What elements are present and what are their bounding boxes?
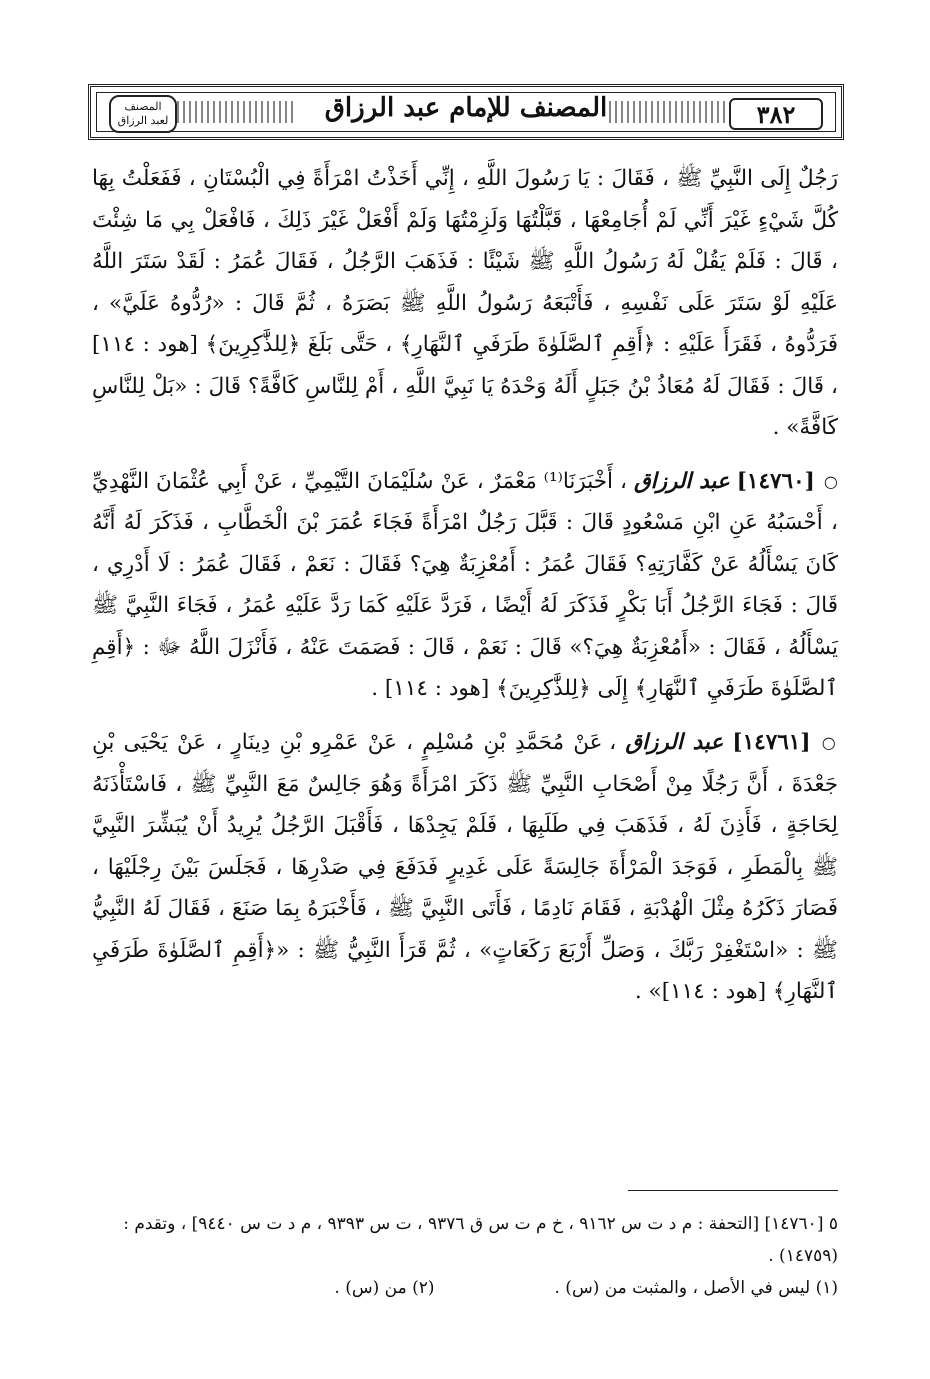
hadith-14760 xyxy=(92,461,838,710)
main-text xyxy=(92,158,838,1013)
hadith-text: أَنَّ رَجُلًا مِنْ أَصْحَابِ النَّبِيِّ ﷺ ذَكَرَ امْرَأَةً وَهُوَ جَالِسٌ مَعَ النَّبِيِّ ﷺ ، فَاسْتَأْذَنَهُ لِحَاجَةٍ ، فَأَذِنَ لَهُ ، فَذَهَبَ فِي طَلَبِهَا ، فَلَمْ يَجِدْهَا ، فَأَقْبَلَ الرَّجُلُ يُرِيدُ أَنْ يُبَشِّرَ النَّبِيَّ ﷺ بِالْمَطَرِ ، فَوَجَدَ الْمَرْأَةَ جَالِسَةً عَلَى غَدِيرٍ فَدَفَعَ فِي صَدْرِهَا ، فَجَلَسَ بَيْنَ رِجْلَيْهَا ، فَصَارَ ذَكَرُهُ مِثْلَ الْهُدْبَةِ ، فَقَامَ نَادِمًا ، فَأَتَى النَّبِيَّ ﷺ ، فَأَخْبَرَهُ بِمَا صَنَعَ ، فَقَالَ لَهُ النَّبِيُّ ﷺ : «اسْتَغْفِرْ رَبَّكَ ، وَصَلِّ أَرْبَعَ رَكَعَاتٍ» ، ثُمَّ قَرَأَ النَّبِيُّ ﷺ : «﴿أَقِمِ ٱلصَّلَوٰةَ طَرَفَيِ ٱلنَّهَارِ﴾ [هود : ١١٤]» . xyxy=(92,771,838,1004)
hadith-number: [١٤٧٦١] xyxy=(732,729,811,755)
isnad-chain: ، عَنْ مُحَمَّدِ بْنِ مُسْلِمٍ ، عَنْ عَمْرِو بْنِ دِينَارٍ ، عَنْ يَحْيَى بْنِ جَعْدَةَ ، xyxy=(92,729,838,797)
page-header xyxy=(88,84,844,140)
isnad-chain: ، أَخْبَرَنَا⁽¹⁾ مَعْمَرٌ ، عَنْ سُلَيْمَانَ التَّيْمِيِّ ، عَنْ أَبِي عُثْمَانَ النَّهْدِيِّ ، xyxy=(92,468,838,536)
narrator-name: عبد الرزاق xyxy=(625,729,724,755)
hadith-number: [١٤٧٦٠] xyxy=(736,468,815,494)
emblem-line-1: المصنف xyxy=(124,100,162,113)
paragraph-continuation: رَجُلٌ إِلَى النَّبِيِّ ﷺ ، فَقَالَ : يَا رَسُولَ اللَّهِ ، إِنِّي أَخَذْتُ امْرَأَةً فِي الْبُسْتَانِ ، فَفَعَلْتُ بِهَا كُلَّ شَيْءٍ غَيْرَ أَنِّي لَمْ أُجَامِعْهَا ، قَبَّلْتُهَا وَلَزِمْتُهَا وَلَمْ أَفْعَلْ غَيْرَ ذَلِكَ ، فَافْعَلْ بِي مَا شِئْتَ ، قَالَ : فَلَمْ يَقُلْ لَهُ رَسُولُ اللَّهِ ﷺ شَيْئًا : فَذَهَبَ الرَّجُلُ ، فَقَالَ عُمَرُ : لَقَدْ سَتَرَ اللَّهُ عَلَيْهِ لَوْ سَتَرَ عَلَى نَفْسِهِ ، فَأَتْبَعَهُ رَسُولُ اللَّهِ ﷺ بَصَرَهُ ، ثُمَّ قَالَ : «رُدُّوهُ عَلَيَّ» ، فَرَدُّوهُ ، فَقَرَأَ عَلَيْهِ : ﴿أَقِمِ ٱلصَّلَوٰةَ طَرَفَيِ ٱلنَّهَارِ﴾ ، حَتَّى بَلَغَ ﴿لِلذَّٰكِرِينَ﴾ [هود : ١١٤] ، قَالَ : فَقَالَ لَهُ مُعَاذُ بْنُ جَبَلٍ أَلَهُ وَحْدَهُ يَا نَبِيَّ اللَّهِ ، أَمْ لِلنَّاسِ كَافَّةً؟ قَالَ : «بَلْ لِلنَّاسِ كَافَّةً» . xyxy=(92,166,838,440)
footnote-1: (١) ليس في الأصل ، والمثبت من (س) . xyxy=(554,1278,838,1298)
footnotes xyxy=(92,1208,838,1304)
circle-bullet-icon: ○ xyxy=(823,471,838,491)
footnote-tuhfa: ٥ [١٤٧٦٠] [التحفة : م د ت س ٩١٦٢ ، خ م ت س ق ٩٣٧٦ ، ت س ٩٣٩٣ ، م د ت س ٩٤٤٠] ، وتقدم : (١٤٧٥٩) . xyxy=(123,1214,838,1266)
book-emblem xyxy=(109,95,177,133)
footnote-row xyxy=(92,1272,838,1304)
footnote-separator xyxy=(628,1190,838,1191)
page-number: ٣٨٢ xyxy=(729,98,823,130)
book-title: المصنف للإمام عبد الرزاق xyxy=(324,93,608,123)
footnote-2: (٢) من (س) . xyxy=(334,1278,435,1298)
narrator-name: عبد الرزاق xyxy=(633,468,730,494)
circle-bullet-icon: ○ xyxy=(821,733,838,752)
emblem-line-2: لعبد الرزاق xyxy=(117,114,169,127)
hadith-text: أَحْسَبُهُ عَنِ ابْنِ مَسْعُودٍ قَالَ : قَبَّلَ رَجُلٌ امْرَأَةً فَجَاءَ عُمَرَ بْنَ الْخَطَّابِ ، فَذَكَرَ لَهُ أَنَّهُ كَانَ يَسْأَلُهُ عَنْ كَفَّارَتِهِ؟ فَقَالَ عُمَرُ : أَمُعْزِبَةٌ هِيَ؟ فَقَالَ : نَعَمْ ، فَقَالَ عُمَرُ : لَا أَدْرِي ، قَالَ : فَجَاءَ الرَّجُلُ أَبَا بَكْرٍ فَذَكَرَ لَهُ أَيْضًا ، فَرَدَّ عَلَيْهِ كَمَا رَدَّ عَلَيْهِ عُمَرُ ، فَجَاءَ النَّبِيَّ ﷺ يَسْأَلُهُ ، فَقَالَ : «أَمُعْزِبَةٌ هِيَ؟» قَالَ : نَعَمْ ، قَالَ : فَصَمَتَ عَنْهُ ، فَأَنْزَلَ اللَّهُ ﷻ : ﴿أَقِمِ ٱلصَّلَوٰةَ طَرَفَيِ ٱلنَّهَارِ﴾ إِلَى ﴿لِلذَّٰكِرِينَ﴾ [هود : ١١٤] . xyxy=(92,510,838,702)
hadith-14761 xyxy=(92,722,838,1013)
